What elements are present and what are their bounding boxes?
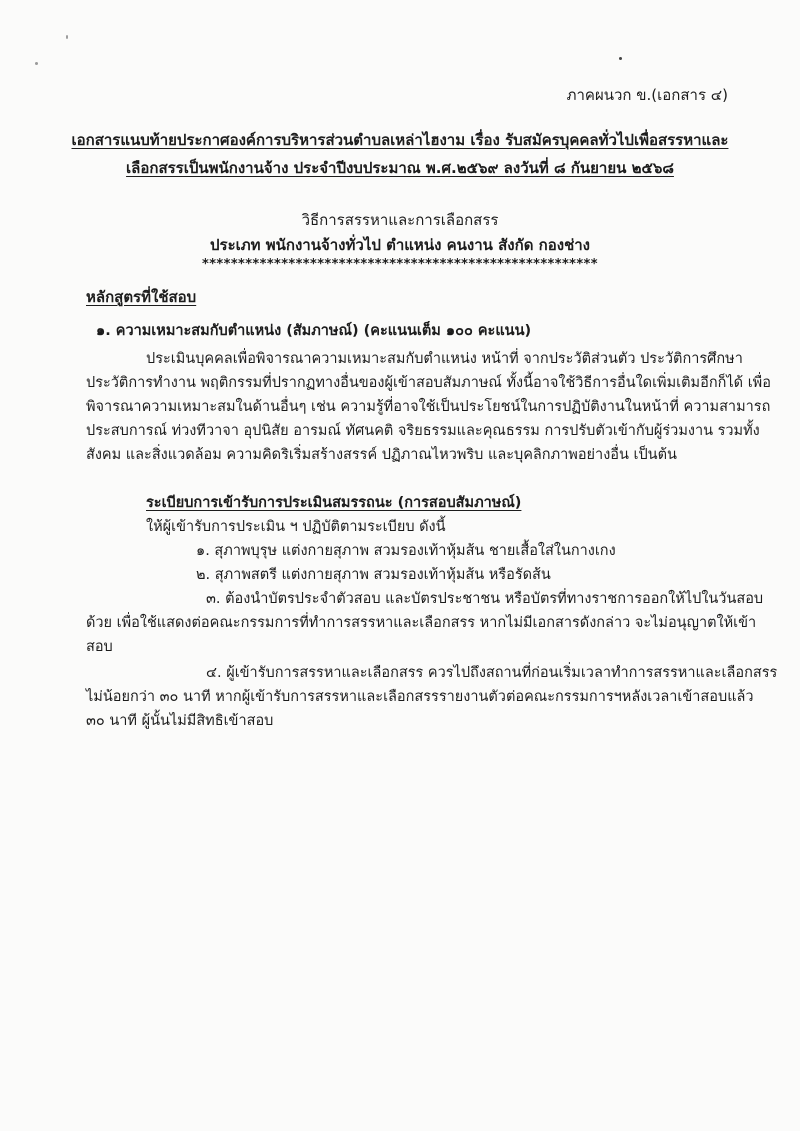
rule-4-line-1: ๔. ผู้เข้ารับการสรรหาและเลือกสรร ควรไปถึงสถานที่ก่อนเริ่มเวลาทำการสรรหาและเลือกสรร <box>206 665 778 681</box>
rules-heading: ระเบียบการเข้ารับการประเมินสมรรถนะ (การสอบสัมภาษณ์) <box>146 495 522 511</box>
item-1-line-5: สังคม และสิ่งแวดล้อม ความคิดริเริ่มสร้างสรรค์ ปฏิภาณไหวพริบ และบุคลิกภาพอย่างอื่น เป็นต้น <box>86 447 677 463</box>
annex-label: ภาคผนวก ข.(เอกสาร ๔) <box>566 86 728 104</box>
item-1-line-2: ประวัติการทำงาน พฤติกรรมที่ปรากฏทางอื่นของผู้เข้าสอบสัมภาษณ์ ทั้งนี้อาจใช้วิธีการอื่นใดเพิ่มเติมอีกก็ได้ เพื่อ <box>86 375 771 391</box>
heading-line-1: เอกสารแนบท้ายประกาศองค์การบริหารส่วนตำบลเหล่าไฮงาม เรื่อง รับสมัครบุคคลทั่วไปเพื่อสรรหาและ <box>71 131 729 149</box>
rules-intro: ให้ผู้เข้ารับการประเมิน ฯ ปฏิบัติตามระเบียบ ดังนี้ <box>146 519 446 535</box>
item-1-line-3: พิจารณาความเหมาะสมในด้านอื่นๆ เช่น ความรู้ที่อาจใช้เป็นประโยชน์ในการปฏิบัติงานในหน้าที่ ความสามารถ <box>86 399 771 415</box>
rule-2: ๒. สุภาพสตรี แต่งกายสุภาพ สวมรองเท้าหุ้มส้น หรือรัดส้น <box>196 567 551 583</box>
item-1-title: ๑. ความเหมาะสมกับตำแหน่ง (สัมภาษณ์) (คะแนนเต็ม ๑๐๐ คะแนน) <box>96 323 532 339</box>
item-1-line-4: ประสบการณ์ ท่วงทีวาจา อุปนิสัย อารมณ์ ทัศนคติ จริยธรรมและคุณธรรม การปรับตัวเข้ากับผู้ร่วมงาน รวมทั้ง <box>86 423 760 439</box>
scan-speck <box>66 35 68 39</box>
rule-3-line-3: สอบ <box>86 639 113 655</box>
rule-4-line-2: ไม่น้อยกว่า ๓๐ นาที หากผู้เข้ารับการสรรหาและเลือกสรรรายงานตัวต่อคณะกรรมการฯหลังเวลาเข้าสอบแล้ว <box>86 689 754 705</box>
method-subtitle: ประเภท พนักงานจ้างทั่วไป ตำแหน่ง คนงาน สังกัด กองช่าง <box>209 236 591 254</box>
rule-3-line-1: ๓. ต้องนำบัตรประจำตัวสอบ และบัตรประชาชน หรือบัตรที่ทางราชการออกให้ไปในวันสอบ <box>206 591 764 607</box>
item-1-line-1: ประเมินบุคคลเพื่อพิจารณาความเหมาะสมกับตำแหน่ง หน้าที่ จากประวัติส่วนตัว ประวัติการศึกษา <box>146 351 743 367</box>
scan-speck <box>35 62 38 65</box>
separator-line: ******************************************************* <box>202 257 598 272</box>
rule-4-line-3: ๓๐ นาที ผู้นั้นไม่มีสิทธิเข้าสอบ <box>86 713 274 729</box>
rule-1: ๑. สุภาพบุรุษ แต่งกายสุภาพ สวมรองเท้าหุ้มส้น ชายเสื้อใส่ในกางเกง <box>196 543 616 559</box>
scan-speck <box>619 57 622 60</box>
curriculum-heading: หลักสูตรที่ใช้สอบ <box>86 288 197 306</box>
heading-line-2: เลือกสรรเป็นพนักงานจ้าง ประจำปีงบประมาณ พ.ศ.๒๕๖๙ ลงวันที่ ๘ กันยายน ๒๕๖๘ <box>126 159 674 177</box>
method-title: วิธีการสรรหาและการเลือกสรร <box>301 211 499 229</box>
rule-3-line-2: ด้วย เพื่อใช้แสดงต่อคณะกรรมการที่ทำการสรรหาและเลือกสรร หากไม่มีเอกสารดังกล่าว จะไม่อนุญาตให้เข้า <box>86 615 757 631</box>
